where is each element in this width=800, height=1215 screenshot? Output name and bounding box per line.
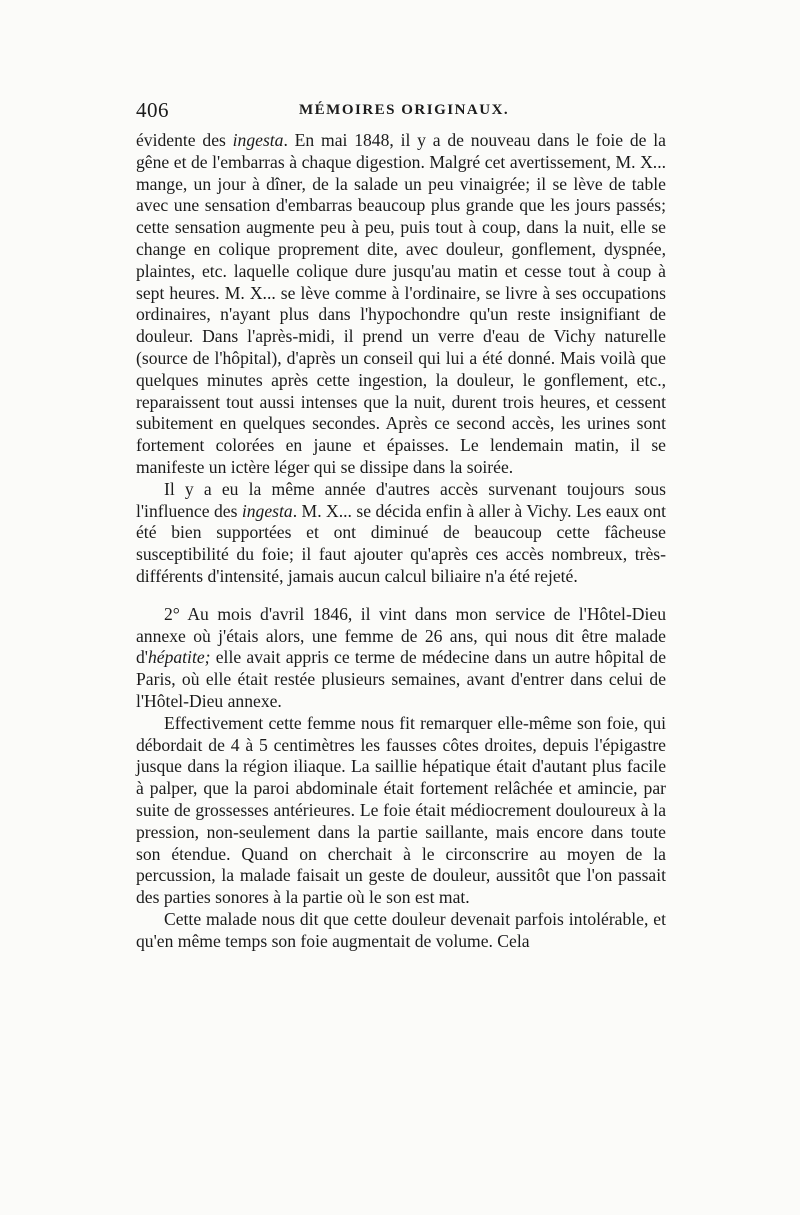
paragraph-2-text-b: . M. X... se décida enfin à aller à Vichy. Les eaux ont été bien supportées et ont diminué de beaucoup cette fâcheuse susceptibilité du foie; il faut ajouter qu'après ces accès nombreux, très-différents d'intensité, jamais aucun calcul biliaire n'a été rejeté.	[136, 500, 666, 586]
running-head: MÉMOIRES ORIGINAUX.	[299, 102, 510, 118]
paragraph-2-italic: ingesta	[241, 500, 293, 521]
page-header	[136, 98, 666, 124]
paragraph-1	[136, 130, 666, 479]
paragraph-3-italic: hépatite;	[147, 647, 211, 668]
paragraph-2	[136, 479, 666, 588]
paragraph-3-text-a: 2° Au mois d'avril 1846, il vint dans mon service de l'Hôtel-Dieu annexe où j'étais alors, une femme de 26 ans, qui nous dit être malade d'	[136, 603, 666, 668]
body-text	[136, 130, 666, 952]
paragraph-3	[136, 604, 666, 713]
paragraph-5-text: Cette malade nous dit que cette douleur devenait parfois intolérable, et qu'en même temps son foie augmentait de volume. Cela	[136, 908, 666, 951]
paragraph-3-text-b: elle avait appris ce terme de médecine dans un autre hôpital de Paris, où elle était restée plusieurs semaines, avant d'entrer dans celui de l'Hôtel-Dieu annexe.	[136, 647, 666, 711]
paragraph-5	[136, 909, 666, 953]
paragraph-4	[136, 713, 666, 909]
paragraph-1-italic: ingesta	[232, 130, 284, 150]
page-number: 406	[136, 98, 169, 122]
paragraph-1-text-a: évidente des	[136, 130, 233, 150]
paragraph-1-text-b: . En mai 1848, il y a de nouveau dans le foie de la gêne et de l'embarras à chaque digestion. Malgré cet avertissement, M. X... mange, un jour à dîner, de la salade un peu vinaigrée; il se lève de table avec une sensation d'embarras beaucoup plus grande que les jours passés; cette sensation augmente peu à peu, puis tout à coup, dans la nuit, elle se change en colique proprement dite, avec douleur, gonflement, dyspnée, plaintes, etc. laquelle colique dure jusqu'au matin et cesse tout à coup à sept heures. M. X... se lève comme à l'ordinaire, se livre à ses occupations ordinaires, n'ayant plus dans l'hypochondre qu'un reste insignifiant de douleur. Dans l'après-midi, il prend un verre d'eau de Vichy naturelle (source de l'hôpital), d'après un conseil qui lui a été donné. Mais voilà que quelques minutes après cette ingestion, la douleur, le gonflement, etc., reparaissent tout aussi intenses que la nuit, durent trois heures, et cessent subitement en quelques secondes. Après ce second accès, les urines sont fortement colorées en jaune et épaisses. Le lendemain matin, il se manifeste un ictère léger qui se dissipe dans la soirée.	[136, 130, 666, 477]
paragraph-4-text: Effectivement cette femme nous fit remarquer elle-même son foie, qui débordait de 4 à 5 centimètres les fausses côtes droites, depuis l'épigastre jusque dans la région iliaque. La saillie hépatique était d'autant plus facile à palper, que la paroi abdominale était fortement relâchée et amincie, par suite de grossesses antérieures. Le foie était médiocrement douloureux à la pression, non-seulement dans la partie saillante, mais encore dans toute son étendue. Quand on cherchait à le circonscrire au moyen de la percussion, la malade faisait un geste de douleur, aussitôt que l'on passait des parties sonores à la partie où le son est mat.	[136, 712, 666, 908]
paragraph-2-text-a: Il y a eu la même année d'autres accès survenant toujours sous l'influence des	[136, 478, 666, 521]
